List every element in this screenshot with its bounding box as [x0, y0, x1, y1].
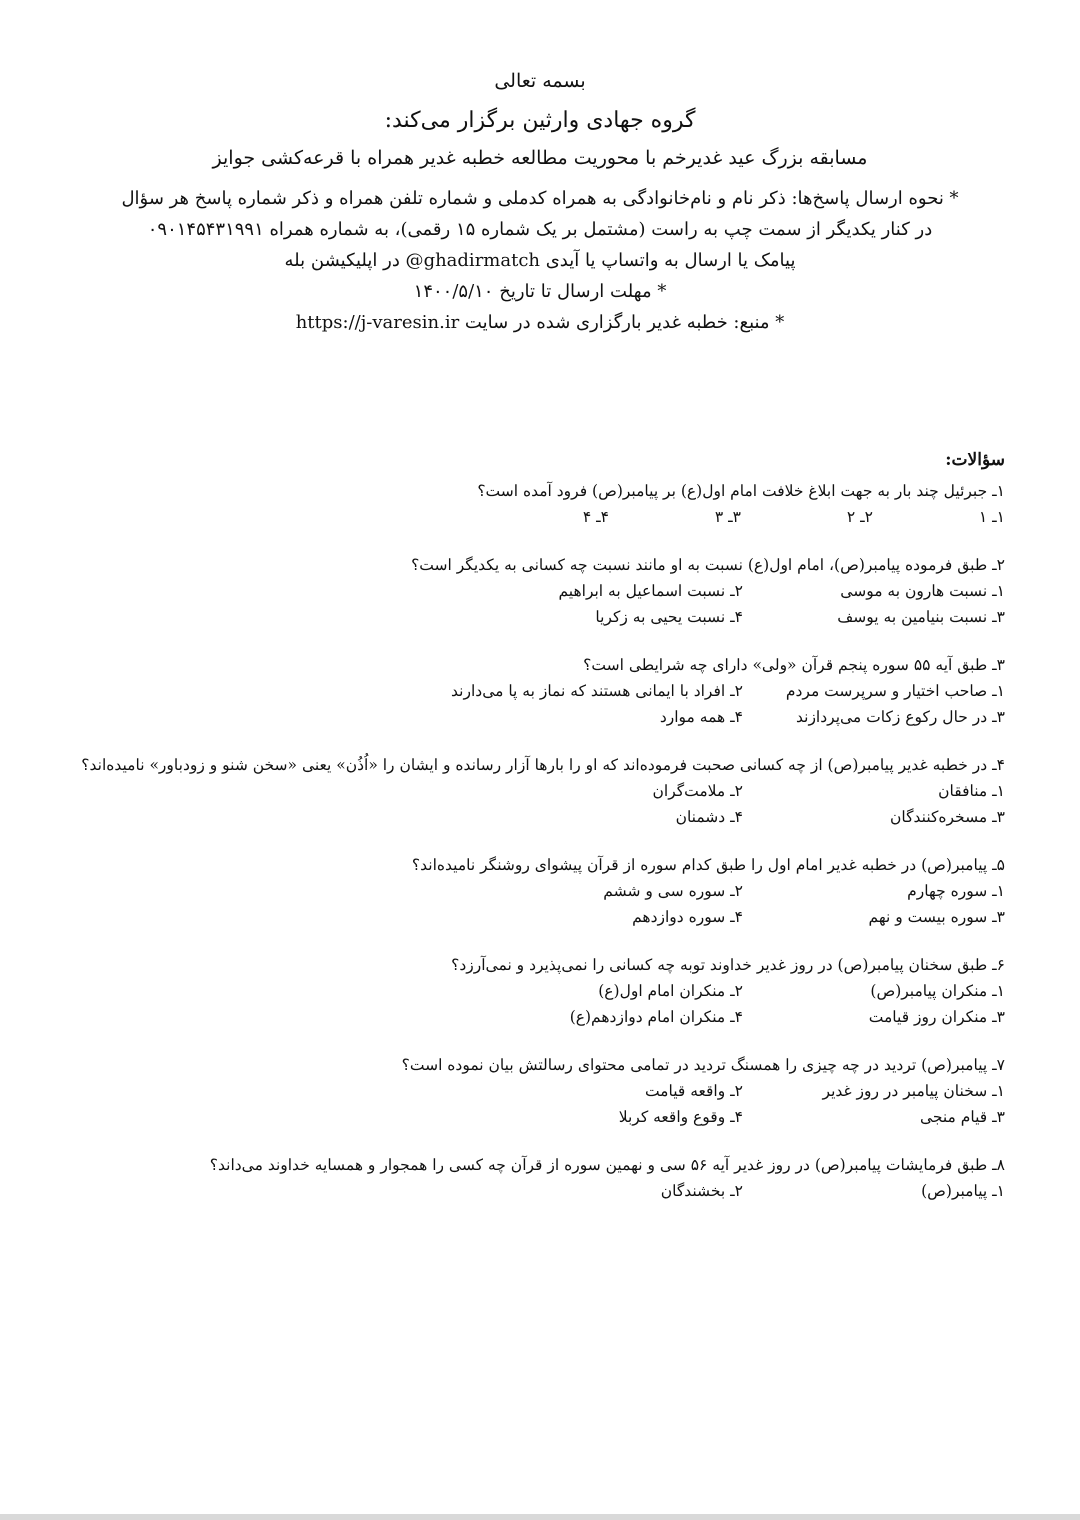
question-text: ۸ـ طبق فرمایشات پیامبر(ص) در روز غدیر آیه ۵۶ سی و نهمین سوره از قرآن چه کسی را همجوار و همسایه خداوند می‌داند؟	[209, 1156, 1005, 1174]
instruction-line: پیامک یا ارسال به واتساپ یا آیدی ghadirmatch@ در اپلیکیشن بله	[284, 250, 796, 271]
question-text: ۳ـ طبق آیه ۵۵ سوره پنجم قرآن «ولی» دارای چه شرایطی است؟	[583, 656, 1005, 674]
question-text: ۷ـ پیامبر(ص) تردید در چه چیزی را همسنگ تردید در تمامی محتوای رسالتش بیان نموده است؟	[401, 1056, 1005, 1074]
organizer-line: گروه جهادی وارثین برگزار می‌کند:	[384, 108, 696, 133]
option: ۴ـ همه موارد	[659, 708, 743, 726]
option: ۳ـ منکران روز قیامت	[868, 1008, 1005, 1026]
option: ۳ـ در حال رکوع زکات می‌پردازند	[796, 708, 1005, 726]
option: ۲ـ منکران امام اول(ع)	[598, 982, 743, 1000]
option: ۱ـ سوره چهارم	[907, 882, 1005, 900]
question-5	[75, 856, 1005, 926]
option: ۳ـ سوره بیست و نهم	[868, 908, 1005, 926]
basmala: بسمه تعالی	[494, 70, 586, 92]
option: ۱ـ ۱	[978, 508, 1005, 526]
competition-title: مسابقه بزرگ عید غدیرخم با محوریت مطالعه خطبه غدیر همراه با قرعه‌کشی جوایز	[212, 147, 868, 169]
deadline-line: * مهلت ارسال تا تاریخ ۱۴۰۰/۵/۱۰	[413, 281, 667, 302]
instruction-line: در کنار یکدیگر از سمت چپ به راست (مشتمل بر یک شماره ۱۵ رقمی)، به شماره همراه ۰۹۰۱۴۵۴۳۱۹۹۱	[147, 219, 933, 240]
question-2	[75, 556, 1005, 626]
option: ۴ـ وقوع واقعه کربلا	[618, 1108, 743, 1126]
option: ۲ـ ۲	[846, 508, 873, 526]
option: ۳ـ نسبت بنیامین به یوسف	[837, 608, 1005, 626]
options	[75, 508, 1005, 526]
option: ۱ـ صاحب اختیار و سرپرست مردم	[785, 682, 1005, 700]
question-1	[75, 482, 1005, 526]
option: ۲ـ ملامت‌گران	[652, 782, 743, 800]
option: ۲ـ افراد با ایمانی هستند که نماز به پا می‌دارند	[451, 682, 743, 700]
option: ۲ـ نسبت اسماعیل به ابراهیم	[558, 582, 743, 600]
questions-section	[75, 450, 1005, 1230]
option: ۴ـ سوره دوازدهم	[632, 908, 743, 926]
option: ۴ـ نسبت یحیی به زکریا	[595, 608, 743, 626]
page-bottom-border	[0, 1514, 1080, 1520]
question-text: ۲ـ طبق فرموده پیامبر(ص)، امام اول(ع) نسبت به او مانند نسبت چه کسانی به یکدیگر است؟	[411, 556, 1005, 574]
question-4	[75, 756, 1005, 826]
question-text: ۴ـ در خطبه غدیر پیامبر(ص) از چه کسانی صحبت فرموده‌اند که او را بارها آزار رسانده و ایشان را «اُذُن» یعنی «سخن شنو و زودباور» نامیده‌اند؟	[81, 756, 1005, 774]
option: ۱ـ منافقان	[938, 782, 1005, 800]
option: ۱ـ نسبت هارون به موسی	[840, 582, 1005, 600]
questions-heading: سؤالات:	[945, 450, 1005, 470]
question-8	[75, 1156, 1005, 1200]
question-text: ۱ـ جبرئیل چند بار به جهت ابلاغ خلافت امام اول(ع) بر پیامبر(ص) فرود آمده است؟	[477, 482, 1005, 500]
option: ۲ـ سوره سی و ششم	[603, 882, 743, 900]
source-line: * منبع: خطبه غدیر بارگزاری شده در سایت https://j-varesin.ir	[295, 312, 785, 333]
option: ۴ـ دشمنان	[675, 808, 743, 826]
question-3	[75, 656, 1005, 726]
options	[75, 582, 1005, 626]
option: ۳ـ مسخره‌کنندگان	[890, 808, 1005, 826]
options	[75, 982, 1005, 1026]
options	[75, 882, 1005, 926]
options	[75, 1082, 1005, 1126]
question-text: ۶ـ طبق سخنان پیامبر(ص) در روز غدیر خداوند توبه چه کسانی را نمی‌پذیرد و نمی‌آرزد؟	[451, 956, 1005, 974]
option: ۲ـ واقعه قیامت	[644, 1082, 743, 1100]
instruction-line: * نحوه ارسال پاسخ‌ها: ذکر نام و نام‌خانوادگی به همراه کدملی و شماره تلفن همراه و ذکر شماره پاسخ هر سؤال	[121, 188, 959, 209]
option: ۳ـ ۳	[714, 508, 741, 526]
option: ۲ـ بخشندگان	[660, 1182, 743, 1200]
question-6	[75, 956, 1005, 1026]
question-7	[75, 1056, 1005, 1126]
option: ۱ـ سخنان پیامبر در روز غدیر	[822, 1082, 1005, 1100]
document-header	[80, 70, 1000, 338]
option: ۳ـ قیام منجی	[919, 1108, 1005, 1126]
option: ۱ـ پیامبر(ص)	[921, 1182, 1005, 1200]
option: ۱ـ منکران پیامبر(ص)	[870, 982, 1005, 1000]
option: ۴ـ منکران امام دوازدهم(ع)	[569, 1008, 743, 1026]
question-text: ۵ـ پیامبر(ص) در خطبه غدیر امام اول را طبق کدام سوره از قرآن پیشوای روشنگر نامیده‌اند؟	[411, 856, 1005, 874]
options	[75, 682, 1005, 726]
option: ۴ـ ۴	[582, 508, 609, 526]
options	[75, 782, 1005, 826]
options	[75, 1182, 1005, 1200]
